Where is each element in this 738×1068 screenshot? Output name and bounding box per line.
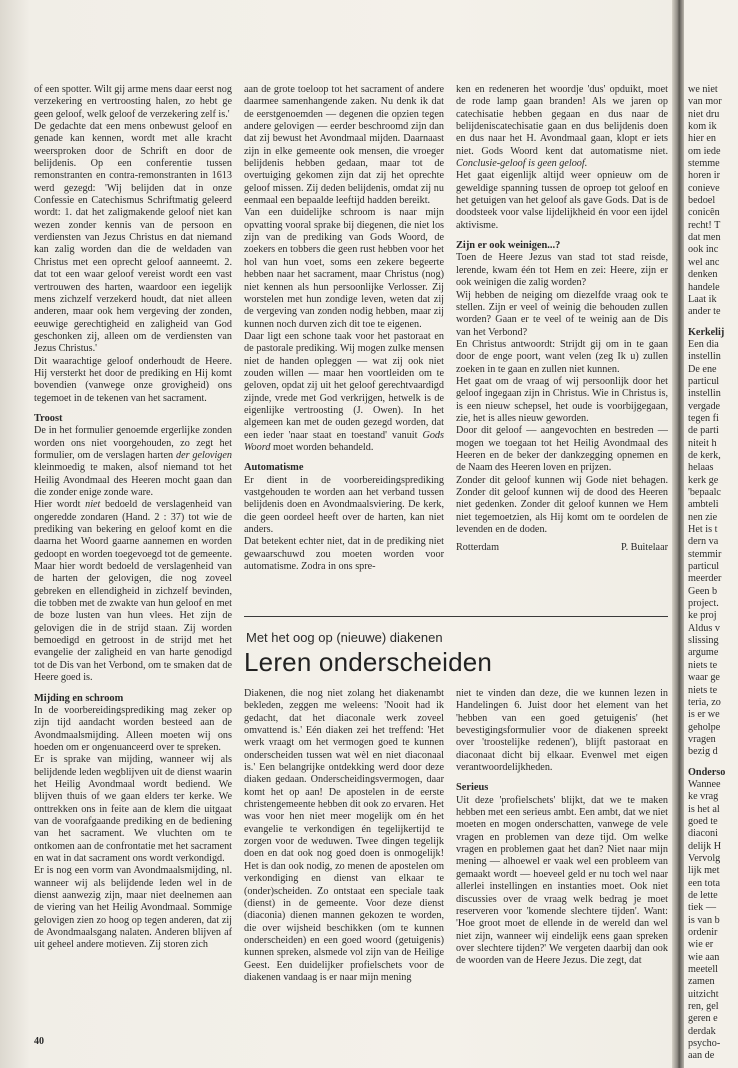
adjacent-line: meerder (688, 573, 722, 585)
adjacent-line: ook inc (688, 244, 719, 256)
adjacent-line: project. (688, 598, 719, 610)
adjacent-line: goed te (688, 815, 718, 827)
paragraph: Hier wordt niet bedoeld de verslagenheid van ongeredde zondaren (Hand. 2 : 37) tot wie de prediking van bekering en geloof komt en die daarna het Woord gaarne aannemen en worden gedoopt en worden toegevoegd tot de gemeente. Maar hier wordt bedoeld de verslagenheid van de harten der gelovigen, die nog zoveel gebreken en ellendigheid in zichzelf bevinden, die tobben met de zwakte van hun geloof en met de boze lusten van hun vlees. Het zijn de gelovigen die in de strijd staan. Zij worden bemoedigd en getroost in de strijd met het evangelie der zaligheid en van harte genodigd tot de Dis van het Verbond, om te smaken dat de Heere goed is. (34, 499, 232, 684)
adjacent-line: stemmir (688, 548, 722, 560)
adjacent-line: Vervolg (688, 852, 721, 864)
adjacent-heading: Kerkelij (688, 326, 725, 338)
adjacent-line: De ene (688, 363, 717, 375)
adjacent-line: stemme (688, 158, 720, 170)
section-heading-mijding: Mijding en schroom (34, 692, 124, 704)
adjacent-line: ren, gel (688, 1001, 719, 1013)
adjacent-line: particul (688, 561, 720, 573)
adjacent-line: particul (688, 375, 720, 387)
adjacent-line: psycho- (688, 1038, 721, 1050)
adjacent-line: waar ge (688, 672, 720, 684)
column-5 (456, 688, 668, 1024)
adjacent-line: recht! T (688, 219, 721, 231)
adjacent-line: instellin (688, 351, 721, 363)
adjacent-line: wie aan (688, 951, 720, 963)
paragraph: Wij hebben de neiging om diezelfde vraag ook te stellen. Zijn er veel of weinig die behouden zullen worden? Gaan er te veel of te weinig aan de Dis van het Verbond? (456, 289, 668, 338)
page-number: 40 (34, 1036, 44, 1047)
adjacent-line: niet dru (688, 108, 720, 120)
adjacent-line: teria, zo (688, 696, 721, 708)
adjacent-line: handele (688, 281, 720, 293)
adjacent-line: helaas (688, 462, 714, 474)
adjacent-line: is er we (688, 709, 720, 721)
paragraph: Zonder dit geloof kunnen wij Gode niet behagen. Zonder dit geloof kunnen wij de dood des Heeren niet gedenken. Zonder dit geloof kunnen we Hem niet tegemoetzien, als Hij komt om te oordelen de levenden en de doden. (456, 474, 668, 536)
adjacent-line: wel anc (688, 256, 720, 268)
adjacent-page-text (688, 84, 738, 1063)
paragraph: aan de grote toeloop tot het sacrament of andere daarmee samenhangende zaken. Nu denk ik dat de eerstgenoemden — degenen die opzien tegen andere gelovigen — eerder beschroomd zijn dan dat zij bewust het Avondmaal mijden. Daarnaast zijn in elke gemeente ook mensen, die vroeger belijdenis hebben gedaan, maar tot de overtuiging gekomen zijn dat zij het oprechte geloof missen. Zij deden belijdenis, omdat zij nu eenmaal een bepaalde leeftijd hadden bereikt. (244, 84, 444, 207)
book-gutter (672, 0, 684, 1068)
adjacent-line: om iede (688, 145, 721, 157)
signature-place: Rotterdam (456, 542, 500, 554)
signature-author: P. Buitelaar (621, 542, 668, 554)
paragraph: ken en redeneren het woordje 'dus' opduikt, moet de rode lamp gaan branden! Als we jaren op catechisatie hebben gegaan en dus naar de belijdeniscatechisatie gaan en dus belijdenis doen en dus naar het H. Avondmaal gaan, klopt er iets niet. Gods Woord kent dat automatisme niet. Conclusie-geloof is geen geloof. (456, 84, 668, 170)
adjacent-line: derdak (688, 1025, 716, 1037)
adjacent-line: tegen fi (688, 412, 719, 424)
adjacent-line: ke proj (688, 610, 717, 622)
adjacent-line: ordenir (688, 927, 718, 939)
adjacent-line: delijk H (688, 840, 722, 852)
adjacent-line: instellin (688, 388, 721, 400)
adjacent-line: de parti (688, 425, 719, 437)
adjacent-line: diaconi (688, 828, 718, 840)
paragraph: In de voorbereidingsprediking mag zeker op zijn tijd aandacht worden besteed aan de Avondmaalsmijding. Alleen moeten wij ons hoeden om er ongenuanceerd over te spreken. (34, 704, 232, 753)
paragraph: Van een duidelijke schroom is naar mijn opvatting vooral sprake bij diegenen, die niet los zijn van de prediking van Gods Woord, de zoekers en tobbers die geen rust hebben voor het hol van hun voet, soms een zekere begeerte hebben naar het sacrament, maar Christus (nog) niet kennen als hun persoonlijke Verlosser. Zij worstelen met hun zondige leven, weten dat zij de vergeving van zonden nodig hebben, maar zij kunnen noch durven zich dit toe te eigenen. (244, 207, 444, 330)
adjacent-line: geren e (688, 1013, 718, 1025)
paragraph: Dit waarachtige geloof onderhoudt de Heere. Hij versterkt het door de prediking en Hij komt bovendien (vanwege onze grovigheid) ons tegemoet in de tekenen van het sacrament. (34, 355, 232, 404)
adjacent-line: lijk met (688, 865, 720, 877)
adjacent-line: niets te (688, 684, 718, 696)
adjacent-line: argume (688, 647, 719, 659)
paragraph: De in het formulier genoemde ergerlijke zonden worden ons niet voorgehouden, zo zegt het formulier, om de verslagen harten der gelovigen kleinmoedig te maken, alsof niemand tot het Heilig Avondmaal des Heeren mocht gaan dan die zonder enige zonde ware. (34, 425, 232, 498)
paragraph: Er is sprake van mijding, wanneer wij als belijdende leden wegblijven uit de dienst waarin het Heilig Avondmaal wordt bediend. We blijven thuis of we gaan elders ter kerke. We onttrekken ons in feite aan de klem die uitgaat van de voorafgaande prediking en de bediening van het sacrament. We vluchten om te ontkomen aan de confrontatie met het sacrament en wat in dat sacrament ons wordt verkondigd. (34, 754, 232, 864)
adjacent-line: meetell (688, 964, 718, 976)
adjacent-line: kom ik (688, 121, 717, 133)
section-heading-troost: Troost (34, 412, 63, 424)
adjacent-line: hier en (688, 133, 717, 145)
article-divider (244, 616, 668, 617)
adjacent-line: Het is t (688, 524, 718, 536)
adjacent-line: bezig d (688, 746, 718, 758)
paragraph: Daar ligt een schone taak voor het pastoraat en de pastorale prediking. Wij mogen zulke mensen niet de handen opleggen — wat zij ook niet zouden willen — maar hen voortleiden om te geloven, opdat zij uit het geloof gerechtvaardigd zijnde, vrede met God verkrijgen, hetwelk is de eigenlijke vertroosting (J. Owen). In het algemeen kan met de ouden gezegd worden, dat een ieder 'naar staat en toestand' vanuit Gods Woord moet worden behandeld. (244, 330, 444, 453)
adjacent-line: Laat ik (688, 293, 717, 305)
paragraph: Toen de Heere Jezus van stad tot stad reisde, lerende, kwam één tot Hem en zei: Heere, zijn er ook weinigen die zalig worden? (456, 252, 668, 289)
adjacent-line: zamen (688, 976, 715, 988)
paragraph: En Christus antwoordt: Strijdt gij om in te gaan door de enge poort, want velen (zeg Ik u) zullen zoeken in te gaan en zullen niet kunnen. (456, 338, 668, 375)
adjacent-line: vragen (688, 733, 716, 745)
adjacent-line: horen ir (688, 170, 720, 182)
adjacent-line: tiek — (688, 902, 717, 914)
adjacent-heading: Onderso (688, 766, 726, 778)
adjacent-line: ander te (688, 306, 721, 318)
adjacent-line: Een dia (688, 338, 719, 350)
paragraph: Dat betekent echter niet, dat in de prediking niet gewaarschuwd zou moeten worden voor automatisme. Zodra in ons spre- (244, 536, 444, 573)
adjacent-line: dern va (688, 536, 719, 548)
section-heading-serieus: Serieus (456, 782, 489, 794)
article-headline: Leren onderscheiden (244, 647, 493, 677)
column-2 (244, 84, 444, 612)
paragraph: Het gaat om de vraag of wij persoonlijk door het geloof ingegaan zijn in Christus. Wie in Christus is, is een nieuw schepsel, het oude is voorbijgegaan, zie, het is alles nieuw geworden. (456, 375, 668, 424)
adjacent-line: conieve (688, 182, 720, 194)
adjacent-line: dat men (688, 232, 721, 244)
adjacent-line: we niet (688, 84, 718, 95)
adjacent-line: geholpe (688, 721, 721, 733)
adjacent-line: ambteli (688, 499, 719, 511)
paragraph: niet te vinden dan deze, die we kunnen lezen in Handelingen 6. Juist door het element van het 'hebben van een goed getuigenis' (het bevestigingsformulier voor de diakenen spreekt over 'troostelijke redenen'), blijft pastoraat en diaconaat dicht bij elkaar. Evenwel met eigen verantwoordelijkheden. (456, 688, 668, 774)
section-heading-zijn-er-ook-weinigen: Zijn er ook weinigen...? (456, 240, 561, 252)
adjacent-line: 'bepaalc (688, 487, 721, 498)
adjacent-line: bedoel (688, 195, 716, 207)
adjacent-line: ke vrag (688, 791, 719, 803)
adjacent-line: is van b (688, 914, 720, 926)
paragraph: Door dit geloof — aangevochten en bestreden — mogen we toegaan tot het Heilig Avondmaal des Heeren en de beker der dankzegging opnemen en de Naam des Heeren loven en prijzen. (456, 425, 668, 474)
adjacent-line: kerk ge (688, 474, 719, 486)
adjacent-line: aan de (688, 1050, 715, 1062)
paragraph: Het gaat eigenlijk altijd weer opnieuw om de geweldige spanning tussen de oproep tot geloof en het getuigen van het geloof als gave Gods. Dat is de doodsteek voor valse lijdelijkheid én voor een ijdel aktivisme. (456, 170, 668, 231)
paragraph: Er dient in de voorbereidingsprediking vastgehouden te worden aan het verband tussen belijdenis doen en Avondmaalsviering. De kerk, die geen oordeel heeft over de harten, kan niet anders. (244, 474, 444, 536)
adjacent-line: de kerk, (688, 449, 721, 461)
adjacent-line: een tota (688, 877, 720, 889)
adjacent-line: de lette (688, 890, 718, 901)
column-3 (456, 84, 668, 612)
adjacent-line: van mor (688, 96, 722, 108)
column-1 (34, 84, 232, 1024)
adjacent-line: niteit h (688, 437, 717, 449)
adjacent-line: Aldus v (688, 622, 720, 634)
paragraph: Uit deze 'profielschets' blijkt, dat we te maken hebben met een serieus ambt. Een ambt, dat we niet moeten en mogen onderschatten, vanwege de vele vragen en problemen van deze tijd. Om welke vragen en problemen gaat het dan? Niet naar mijn mening — alhoewel er vaak wel een probleem van gemaakt wordt — hoeveel geld er nu toch wel naar allerlei instellingen en instanties moet. Ook niet discussies over de vraag welk bedrag je moet reserveren voor 'komende slechtere tijden'. Want: 'Hoe groot moet de ellende in de wereld dan wel niet zijn, wanneer wij eindelijk eens gaan spreken over slechtere tijden?' We vergeten daarbij dan ook de woorden van de Heere Jezus. Die zegt, dat (456, 794, 668, 967)
adjacent-line: is het al (688, 803, 720, 815)
adjacent-line: nen zie (688, 511, 718, 523)
adjacent-line: Geen b (688, 585, 718, 597)
column-4 (244, 688, 444, 1024)
adjacent-line: vergade (688, 400, 721, 412)
adjacent-line: wie er (688, 939, 714, 951)
paragraph: De gedachte dat een mens onbewust geloof en genade kan kennen, wordt met alle kracht weersproken door de Schrift en door de belijdenis. Op een conferentie tussen remonstranten en contra-remonstranten in 1613 werd gezegd: 'Wij belijden dat in onze Confessie en Catechismus Schriftmatig geleerd wordt: 1. dat het zaligmakende geloof niet kan wezen zonder kennis van de persoon en verdiensten van Jezus Christus en dat niemand kan zalig worden dan die de weldaden van Christus met een oprecht geloof aanneemt. 2. dat tot een waar geloof vereist wordt een vast vertrouwen des harten, waardoor een iegelijk mens zichzelf verzekerd houdt, dat niet alleen anderen, maar ook hem vergeving der zonden, eeuwige gerechtigheid en zaligheid van God geschonken zij, alleen om de verdiensten van Jezus Christus.' (34, 121, 232, 355)
adjacent-line: denken (688, 269, 718, 281)
adjacent-line: Wannee (688, 778, 721, 790)
paragraph: of een spotter. Wilt gij arme mens daar eerst nog verzekering en vertroosting halen, zo hebt ge geen geloof, welk geloof de verzekering zelf is.' (34, 84, 232, 120)
adjacent-page-edge (684, 0, 738, 1068)
section-heading-automatisme: Automatisme (244, 462, 304, 474)
adjacent-line: conicên (688, 207, 720, 219)
signature-line (456, 542, 668, 554)
adjacent-line: niets te (688, 659, 718, 671)
paragraph: Diakenen, die nog niet zolang het diakenambt bekleden, zeggen me weleens: 'Nooit had ik gedacht, dat het diaconale werk zoveel omvattend is.' Eén diaken zei het treffend: 'Het werk vraagt om het vermogen goed te kunnen onderscheiden tussen wat wèl en niet diaconaal is.' Een belangrijke ontdekking werd door deze diaken gedaan. Onderscheidingsvermogen, daar komt het op aan! De apostelen in de eerste christengemeente hebben dit ook zo ervaren. Het was voor hen niet meer mogelijk om én het evangelie te verkondigen én tegelijkertijd te zorgen voor de weduwen. Twee dingen tegelijk doen en dat ook nog goed doen is onmogelijk! Het is dan ook nodig, zo menen de apostelen om verkondiging en dienst van elkaar te (onder)scheiden. Zo ontstaat een speciale taak (dienst) in de gemeente. Voor deze dienst (diaconia) dienen mannen gekozen te worden, die over wijsheid beschikken (om te kunnen onderscheiden) en een goed woord (getuigenis) kunnen spreken, alsmede vol zijn van de Heilige Geest. Een duidelijker profielschets voor de diakenen vandaag is er naar mijn mening (244, 688, 444, 983)
adjacent-line: slissing (688, 635, 719, 647)
paragraph: Er is nog een vorm van Avondmaalsmijding, nl. wanneer wij als belijdende leden wel in de dienst aanwezig zijn, maar niet deelnemen aan de viering van het Heilig Avondmaal. Sommige gelovigen zien zo hoog op tegen anderen, dat zij de Avondmaalsgang nalaten. Anderen blijven af uit geheel andere motieven. Zij storen zich (34, 865, 232, 951)
article-kicker: Met het oog op (nieuwe) diakenen (246, 630, 443, 645)
adjacent-line: uitzicht (688, 988, 719, 1000)
